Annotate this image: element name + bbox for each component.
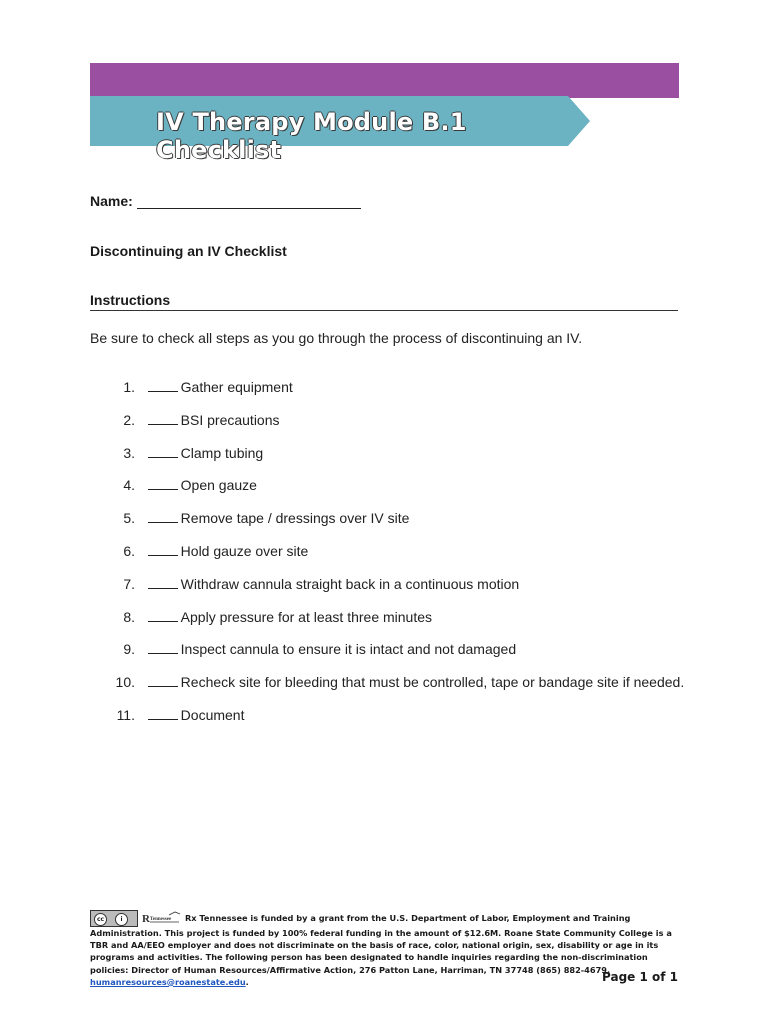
name-label: Name: — [90, 193, 133, 209]
step-text: Recheck site for bleeding that must be controlled, tape or bandage site if needed. — [180, 674, 685, 691]
checklist-item — [100, 379, 684, 412]
step-text: Document — [180, 706, 245, 723]
step-text: Inspect cannula to ensure it is intact and not damaged — [180, 641, 517, 658]
checklist-item — [100, 641, 684, 674]
check-blank[interactable] — [148, 707, 178, 720]
checklist-item — [100, 576, 684, 609]
step-text: Withdraw cannula straight back in a continuous motion — [180, 575, 520, 592]
instructions-text: Be sure to check all steps as you go through the process of discontinuing an IV. — [90, 330, 583, 346]
checklist-item — [100, 477, 684, 510]
header-purple-bar — [90, 63, 679, 98]
checklist-item — [100, 609, 684, 642]
footer-funding-text: Rx Tennessee is funded by a grant from the U.S. Department of Labor, Employment and Training Administration. This project is funded by 100% federal funding in the amount of $12.6M. Roane State Community College is a TBR and AA/EEO employer and does not discriminate on the basis of race, color, national origin, sex, disability or age in its programs and activities. The following person has been designated to handle inquiries regarding the non-discrimination policies: Director of Human Resources/Affirmative Action, 276 Patton Lane, Harriman, TN 37748 (865) 882-4679, — [90, 913, 672, 975]
footer-text-end: . — [245, 976, 249, 987]
step-number: 6. — [123, 542, 135, 559]
step-number: 5. — [123, 510, 135, 527]
step-number: 11. — [116, 706, 135, 723]
check-blank[interactable] — [148, 609, 178, 622]
step-text: Gather equipment — [180, 379, 293, 395]
check-blank[interactable] — [148, 477, 178, 490]
step-number: 7. — [123, 575, 135, 592]
step-text: Hold gauze over site — [180, 542, 309, 559]
check-blank[interactable] — [148, 641, 178, 654]
step-number: 4. — [123, 477, 135, 494]
step-text: Apply pressure for at least three minutes — [180, 608, 433, 625]
name-blank-line[interactable] — [137, 194, 361, 209]
check-blank[interactable] — [148, 543, 178, 556]
step-number: 9. — [123, 641, 135, 658]
step-text: BSI precautions — [180, 411, 280, 428]
step-number: 8. — [123, 608, 135, 625]
step-text: Clamp tubing — [180, 444, 264, 461]
page-title: IV Therapy Module B.1 Checklist — [156, 108, 467, 164]
checklist-item — [100, 707, 684, 740]
rx-tennessee-logo-icon — [141, 911, 181, 926]
checklist-steps — [100, 379, 684, 740]
checklist-item — [100, 445, 684, 478]
svg-text:R: R — [142, 913, 150, 925]
check-blank[interactable] — [148, 510, 178, 523]
instructions-heading: Instructions — [90, 292, 171, 308]
check-blank[interactable] — [148, 445, 178, 458]
svg-text:Tennessee: Tennessee — [150, 917, 172, 922]
step-text: Remove tape / dressings over IV site — [180, 510, 410, 527]
instructions-divider — [90, 310, 678, 311]
checklist-item — [100, 510, 684, 543]
check-blank[interactable] — [148, 576, 178, 589]
checklist-subtitle: Discontinuing an IV Checklist — [90, 243, 287, 259]
creative-commons-icon: cc i — [90, 910, 138, 927]
page-number: Page 1 of 1 — [602, 970, 678, 984]
step-number: 1. — [123, 379, 135, 395]
hr-email-link[interactable]: humanresources@roanestate.edu — [90, 976, 246, 987]
step-number: 2. — [123, 411, 135, 428]
checklist-item — [100, 674, 684, 707]
check-blank[interactable] — [148, 674, 178, 687]
check-blank[interactable] — [148, 379, 178, 392]
check-blank[interactable] — [148, 412, 178, 425]
step-number: 10. — [115, 674, 135, 691]
checklist-item — [100, 412, 684, 445]
name-field-row — [90, 193, 361, 209]
step-text: Open gauze — [180, 477, 257, 494]
step-number: 3. — [123, 444, 135, 461]
checklist-item — [100, 543, 684, 576]
footer-disclaimer — [90, 910, 678, 988]
title-banner — [90, 96, 590, 164]
